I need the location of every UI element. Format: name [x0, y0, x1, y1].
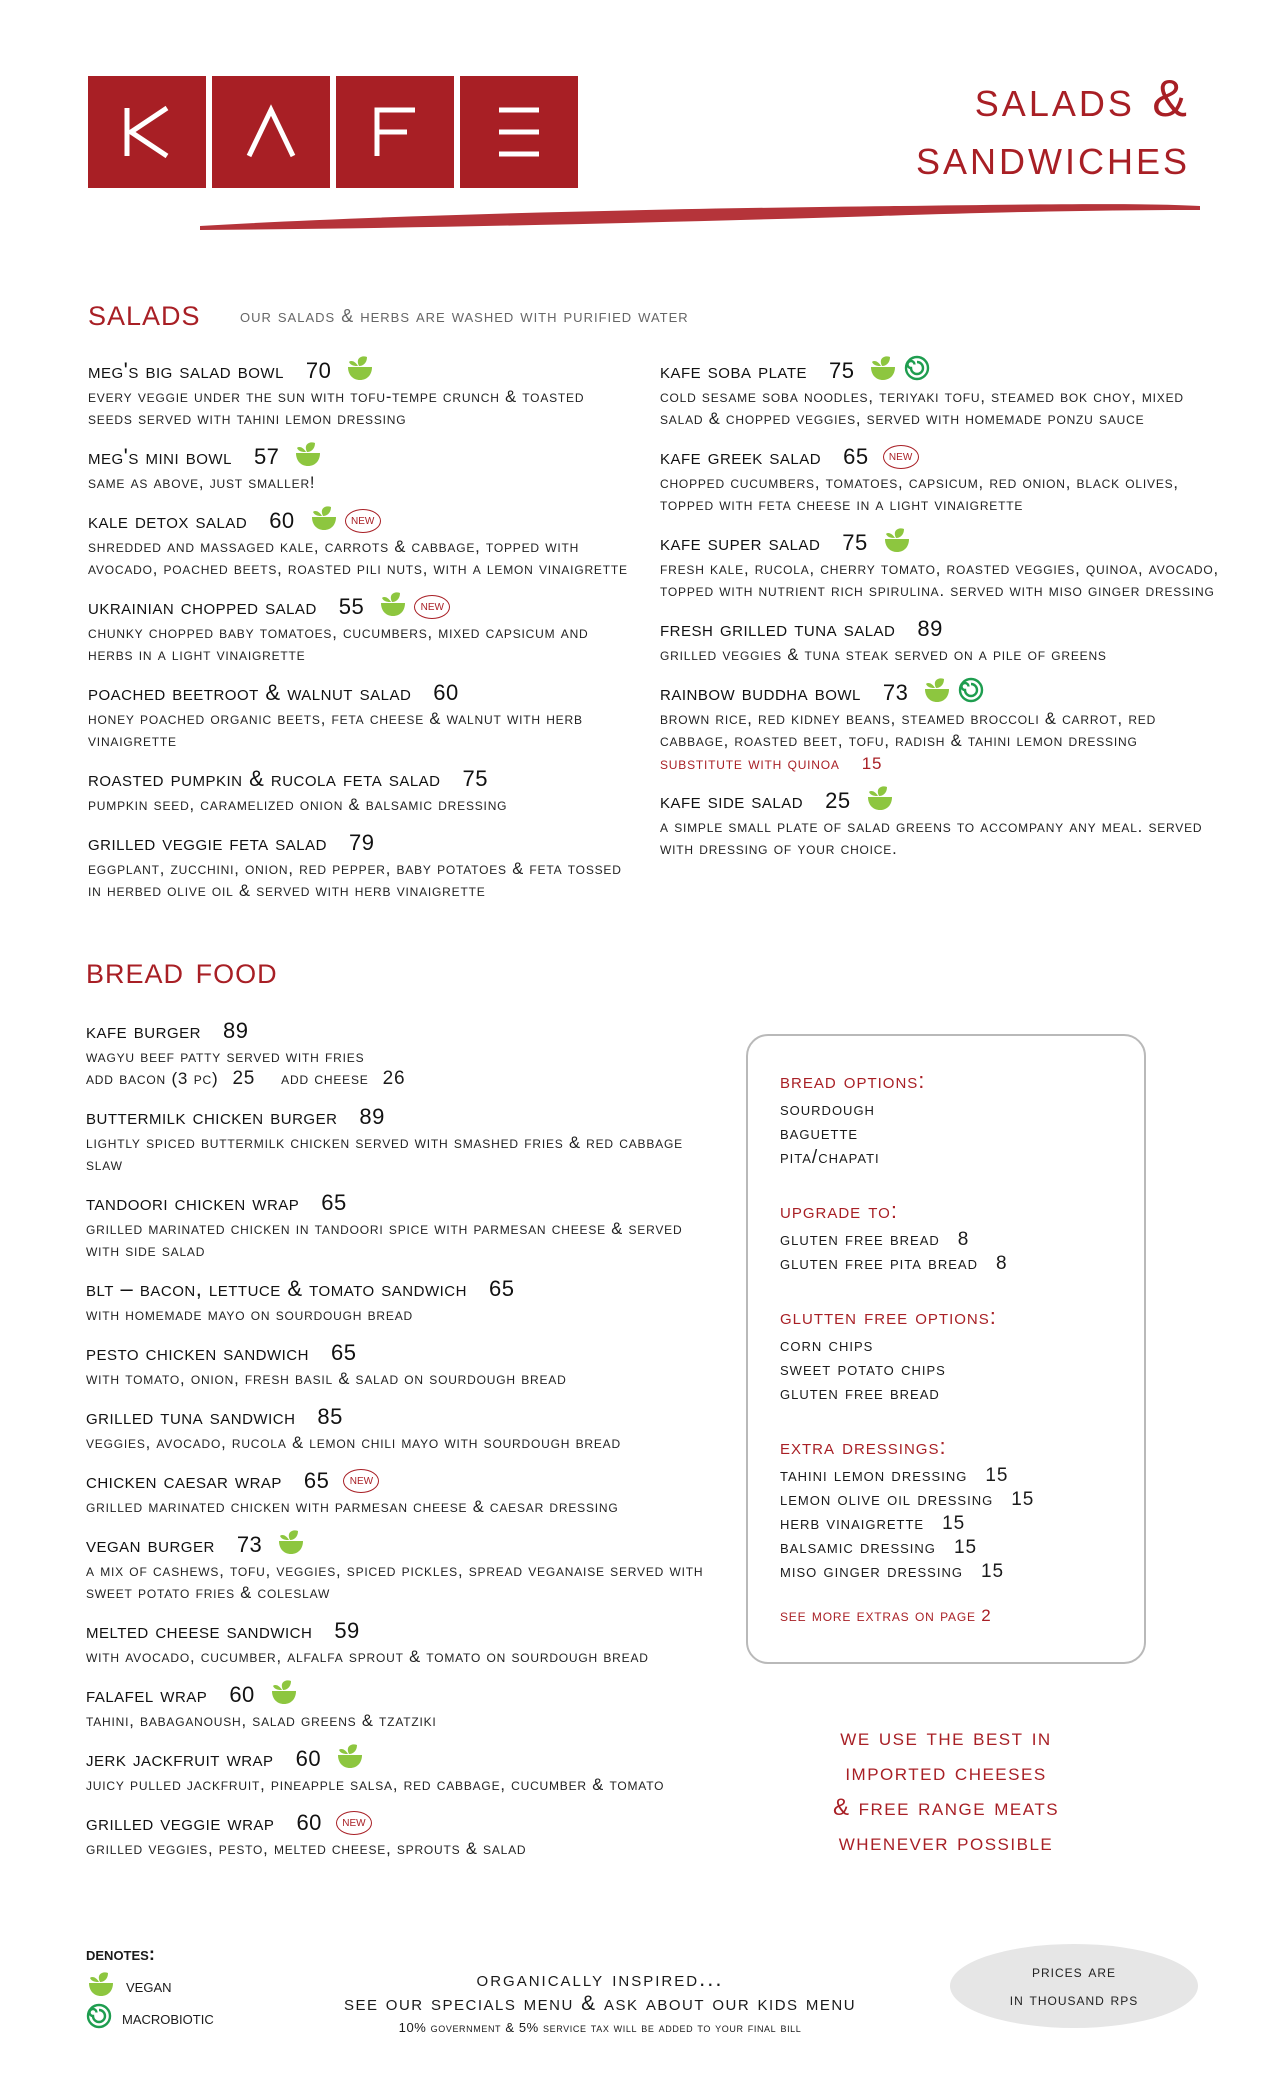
menu-item-header	[88, 828, 628, 858]
menu-item-price: 60	[296, 1810, 322, 1835]
menu-item-description: cold sesame soba noodles, teriyaki tofu, steamed bok choy, mixed salad & chopped veggies, served with homemade ponzu sauce	[660, 388, 1184, 428]
menu-item-description: lightly spiced buttermilk chicken served with smashed fries & red cabbage slaw	[86, 1134, 683, 1174]
upgrade-group	[780, 1198, 1112, 1276]
menu-item-price: 65	[303, 1468, 330, 1493]
menu-item-name: meg's mini bowl	[88, 444, 232, 469]
new-badge-icon: NEW	[414, 595, 450, 619]
menu-item-description: with avocado, cucumber, alfalfa sprout & tomato on sourdough bread	[86, 1648, 649, 1666]
menu-item-price: 60	[295, 1746, 322, 1771]
menu-item-badges	[378, 591, 450, 623]
see-more-extras-link[interactable]: see more extras on page 2	[780, 1606, 992, 1625]
brush-stroke-divider	[200, 198, 1200, 238]
menu-item	[86, 1680, 706, 1732]
menu-item-header	[88, 506, 628, 536]
specials-note: see our specials menu & ask about our kids menu	[343, 1992, 857, 2015]
menu-item-header	[660, 356, 1220, 386]
menu-item-description: same as above, just smaller!	[88, 474, 316, 492]
upgrade-option	[780, 1228, 1112, 1252]
menu-item-name: jerk jackfruit wrap	[86, 1746, 274, 1771]
kafe-logo	[88, 76, 578, 188]
menu-item-header	[88, 592, 628, 622]
extra-dressings-title: extra dressings:	[780, 1434, 947, 1459]
upgrade-price: 8	[995, 1253, 1008, 1274]
menu-item-badges	[345, 355, 375, 387]
menu-item-price: 65	[843, 444, 869, 469]
menu-item-badges	[276, 1529, 306, 1561]
menu-item-badges	[865, 785, 895, 817]
menu-item-price: 70	[305, 358, 332, 383]
menu-item-name: blt – bacon, lettuce & tomato sandwich	[86, 1276, 467, 1301]
menu-item-description: grilled veggies & tuna steak served on a pile of greens	[660, 646, 1107, 664]
promo-line: we use the best in	[840, 1724, 1052, 1751]
addon-price: 26	[382, 1068, 406, 1089]
menu-item-description: chopped cucumbers, tomatoes, capsicum, red onion, black olives, topped with feta cheese in a light vinaigrette	[660, 474, 1179, 514]
menu-item-description: grilled marinated chicken in tandoori spice with parmesan cheese & served with side salad	[86, 1220, 683, 1260]
menu-item-description: a simple small plate of salad greens to accompany any meal. served with dressing of your choice.	[660, 818, 1203, 858]
macrobiotic-icon	[958, 677, 984, 709]
bread-options-box	[746, 1034, 1146, 1664]
menu-item-price: 57	[253, 444, 280, 469]
vegan-icon	[865, 785, 895, 817]
menu-item-header	[86, 1016, 706, 1046]
menu-item-name: tandoori chicken wrap	[86, 1190, 300, 1215]
menu-item	[86, 1808, 706, 1860]
menu-item-name: grilled veggie wrap	[86, 1810, 275, 1835]
promo-line: & free range meats	[832, 1794, 1060, 1821]
menu-item	[86, 1466, 706, 1518]
price-unit-note	[950, 1944, 1198, 2028]
menu-item-header	[88, 678, 628, 708]
dressing-price: 15	[985, 1465, 1009, 1486]
salads-left-column	[88, 356, 628, 914]
menu-item	[88, 828, 628, 902]
menu-item-price: 73	[236, 1532, 263, 1557]
menu-item-name: ukrainian chopped salad	[88, 594, 317, 619]
menu-item-badges	[293, 441, 323, 473]
menu-item	[86, 1616, 706, 1668]
menu-item-name: buttermilk chicken burger	[86, 1104, 338, 1129]
menu-item	[660, 528, 1220, 602]
menu-item-name: rainbow buddha bowl	[660, 680, 861, 705]
tax-note: 10% government & 5% service tax will be added to your final bill	[398, 2020, 802, 2035]
upgrade-label: gluten free pita bread	[780, 1253, 978, 1274]
menu-item	[660, 442, 1220, 516]
menu-item-name: chicken caesar wrap	[86, 1468, 282, 1493]
menu-item-header	[86, 1402, 706, 1432]
menu-item-name: kafe burger	[86, 1018, 201, 1043]
menu-item-header	[86, 1680, 706, 1710]
menu-item-description: eggplant, zucchini, onion, red pepper, baby potatoes & feta tossed in herbed olive oil & served with herb vinaigrette	[88, 860, 622, 900]
upgrade-price: 8	[957, 1229, 970, 1250]
menu-item-header	[660, 528, 1220, 558]
menu-item-price: 65	[488, 1276, 515, 1301]
menu-item-header	[86, 1808, 706, 1838]
menu-item-price: 60	[229, 1682, 255, 1707]
menu-item-badges	[868, 355, 930, 387]
upgrade-label: gluten free bread	[780, 1229, 940, 1250]
menu-item	[88, 506, 628, 580]
gluten-free-option: gluten free bread	[780, 1383, 940, 1404]
new-badge-icon: NEW	[343, 1469, 379, 1493]
menu-item-price: 89	[917, 616, 943, 641]
menu-item	[86, 1402, 706, 1454]
menu-item	[86, 1016, 706, 1090]
gluten-free-option: corn chips	[780, 1335, 874, 1356]
vegan-icon	[335, 1743, 365, 1775]
legend-title: denotes:	[86, 1944, 155, 1964]
menu-item	[88, 678, 628, 752]
menu-item-price: 85	[317, 1404, 343, 1429]
menu-item-header	[660, 678, 1220, 708]
menu-item-name: fresh grilled tuna salad	[660, 616, 896, 641]
upgrade-option	[780, 1252, 1112, 1276]
logo-tile-a	[212, 76, 330, 188]
dressing-price: 15	[953, 1537, 978, 1558]
menu-item-header	[86, 1102, 706, 1132]
addon-label: add bacon (3 pc)	[86, 1069, 219, 1088]
menu-item-price: 89	[359, 1104, 385, 1129]
menu-item	[86, 1102, 706, 1176]
menu-item	[86, 1188, 706, 1262]
menu-item-description: shredded and massaged kale, carrots & cabbage, topped with avocado, poached beets, roasted pili nuts, with a lemon vinaigrette	[88, 538, 628, 578]
bread-food-column	[86, 1016, 706, 1872]
menu-item	[86, 1274, 706, 1326]
menu-item-description: pumpkin seed, caramelized onion & balsamic dressing	[88, 796, 508, 814]
menu-item-header	[86, 1466, 706, 1496]
vegan-icon	[86, 1971, 116, 2003]
new-badge-icon: NEW	[336, 1811, 372, 1835]
vegan-icon	[378, 591, 408, 623]
gluten-free-title: glutten free options:	[780, 1304, 997, 1329]
menu-item-price: 25	[825, 788, 851, 813]
menu-item-badges	[882, 527, 912, 559]
menu-item-header	[86, 1744, 706, 1774]
bread-section-title: bread food	[86, 950, 278, 992]
menu-item-description: a mix of cashews, tofu, veggies, spiced pickles, spread veganaise served with sweet potato fries & coleslaw	[86, 1562, 704, 1602]
menu-item	[660, 678, 1220, 774]
menu-item-name: grilled veggie feta salad	[88, 830, 327, 855]
menu-item-name: kafe super salad	[660, 530, 821, 555]
legend-macrobiotic-label: macrobiotic	[122, 2008, 214, 2029]
legend	[86, 1944, 214, 2035]
menu-item-badges	[343, 1469, 379, 1493]
promo-line: imported cheeses	[845, 1759, 1047, 1786]
menu-item-header	[86, 1530, 706, 1560]
price-note-line: prices are	[1031, 1962, 1117, 1981]
menu-item-name: roasted pumpkin & rucola feta salad	[88, 766, 441, 791]
footer-info	[300, 1966, 900, 2035]
gluten-free-option: sweet potato chips	[780, 1359, 946, 1380]
vegan-icon	[345, 355, 375, 387]
title-line-1: salads &	[974, 70, 1190, 128]
new-badge-icon: NEW	[883, 445, 919, 469]
menu-item-description: tahini, babaganoush, salad greens & tzatziki	[86, 1712, 437, 1730]
menu-item-price: 89	[222, 1018, 249, 1043]
menu-item	[86, 1530, 706, 1604]
menu-item-description: with homemade mayo on sourdough bread	[86, 1306, 413, 1324]
menu-item-description: wagyu beef patty served with fries	[86, 1048, 365, 1066]
menu-item-name: grilled tuna sandwich	[86, 1404, 296, 1429]
menu-item-price: 59	[334, 1618, 360, 1643]
menu-item-description: with tomato, onion, fresh basil & salad on sourdough bread	[86, 1370, 567, 1388]
menu-item-description: grilled marinated chicken with parmesan cheese & caesar dressing	[86, 1498, 619, 1516]
menu-item-description: juicy pulled jackfruit, pineapple salsa, red cabbage, cucumber & tomato	[86, 1776, 665, 1794]
menu-item-description: veggies, avocado, rucola & lemon chili mayo with sourdough bread	[86, 1434, 621, 1452]
upgrade-title: upgrade to:	[780, 1198, 898, 1223]
logo-tile-e	[460, 76, 578, 188]
menu-item-header	[88, 764, 628, 794]
extra-dressings-group	[780, 1434, 1112, 1584]
substitute-price: 15	[861, 754, 883, 773]
bread-options-title: bread options:	[780, 1068, 926, 1093]
menu-item-header	[86, 1338, 706, 1368]
vegan-icon	[882, 527, 912, 559]
promo-line: whenever possible	[838, 1829, 1054, 1856]
menu-item	[660, 786, 1220, 860]
new-badge-icon: NEW	[345, 509, 381, 533]
menu-item	[660, 614, 1220, 666]
page-title	[916, 70, 1190, 186]
menu-item-price: 55	[338, 594, 365, 619]
dressing-option	[780, 1512, 1112, 1536]
menu-item-description: fresh kale, rucola, cherry tomato, roasted veggies, quinoa, avocado, topped with nutrient rich spirulina. served with miso ginger dressing	[660, 560, 1219, 600]
menu-item-name: falafel wrap	[86, 1682, 208, 1707]
menu-item	[88, 356, 628, 430]
salads-washed-note: our salads & herbs are washed with purified water	[240, 306, 689, 326]
dressing-label: miso ginger dressing	[780, 1561, 963, 1582]
menu-item-header	[660, 442, 1220, 472]
menu-item-price: 75	[829, 358, 855, 383]
menu-item-price: 60	[269, 508, 295, 533]
menu-item	[88, 764, 628, 816]
dressing-option	[780, 1488, 1112, 1512]
menu-item-header	[660, 786, 1220, 816]
menu-item-badges	[922, 677, 984, 709]
menu-item-price: 75	[462, 766, 488, 791]
quality-promo	[746, 1720, 1146, 1860]
menu-item-name: meg's big salad bowl	[88, 358, 284, 383]
dressing-option	[780, 1536, 1112, 1560]
menu-item-price: 75	[842, 530, 868, 555]
dressing-option	[780, 1464, 1112, 1488]
dressing-label: tahini lemon dressing	[780, 1465, 968, 1486]
dressing-option	[780, 1560, 1112, 1584]
menu-item-description: chunky chopped baby tomatoes, cucumbers, mixed capsicum and herbs in a light vinaigrette	[88, 624, 589, 664]
salads-section-title: salads	[88, 292, 201, 334]
menu-item-badges	[336, 1811, 372, 1835]
bread-option: sourdough	[780, 1099, 875, 1120]
substitute-label: substitute with quinoa	[660, 754, 840, 773]
menu-item-badges	[883, 445, 919, 469]
menu-item-header	[88, 442, 628, 472]
vegan-icon	[922, 677, 952, 709]
menu-item-name: kafe greek salad	[660, 444, 822, 469]
vegan-icon	[269, 1679, 299, 1711]
addon-price: 25	[232, 1068, 256, 1089]
price-note-line: in thousand rps	[1009, 1990, 1139, 2009]
menu-item-name: kafe side salad	[660, 788, 804, 813]
menu-item-name: poached beetroot & walnut salad	[88, 680, 412, 705]
bread-option: baguette	[780, 1123, 859, 1144]
vegan-icon	[276, 1529, 306, 1561]
dressing-label: herb vinaigrette	[780, 1513, 925, 1534]
menu-item-name: vegan burger	[86, 1532, 215, 1557]
menu-item	[88, 442, 628, 494]
menu-item-description: grilled veggies, pesto, melted cheese, sprouts & salad	[86, 1840, 527, 1858]
menu-item	[88, 592, 628, 666]
dressing-price: 15	[942, 1513, 966, 1534]
menu-item-price: 65	[330, 1340, 357, 1365]
bread-option: pita/chapati	[780, 1147, 880, 1168]
legend-macrobiotic	[86, 2003, 214, 2035]
menu-item-badges	[309, 505, 381, 537]
menu-item-header	[88, 356, 628, 386]
dressing-price: 15	[1011, 1489, 1035, 1510]
logo-tile-f	[336, 76, 454, 188]
menu-item-price: 60	[433, 680, 459, 705]
menu-item	[86, 1338, 706, 1390]
substitute-option	[660, 754, 1220, 774]
menu-item-description: honey poached organic beets, feta cheese & walnut with herb vinaigrette	[88, 710, 583, 750]
macrobiotic-icon	[86, 2003, 112, 2035]
addon-label: add cheese	[281, 1069, 369, 1088]
logo-tile-k	[88, 76, 206, 188]
menu-item-name: kale detox salad	[88, 508, 248, 533]
menu-item-badges	[269, 1679, 299, 1711]
bread-options-group	[780, 1068, 1112, 1170]
menu-item-badges	[335, 1743, 365, 1775]
menu-item-description: brown rice, red kidney beans, steamed broccoli & carrot, red cabbage, roasted beet, tofu, radish & tahini lemon dressing	[660, 710, 1157, 750]
menu-item-header	[86, 1616, 706, 1646]
dressing-label: lemon olive oil dressing	[780, 1489, 994, 1510]
vegan-icon	[868, 355, 898, 387]
menu-item-price: 65	[321, 1190, 347, 1215]
menu-item-header	[86, 1274, 706, 1304]
menu-item	[660, 356, 1220, 430]
dressing-label: balsamic dressing	[780, 1537, 936, 1558]
menu-item-addons	[86, 1068, 706, 1090]
vegan-icon	[309, 505, 339, 537]
gluten-free-group	[780, 1304, 1112, 1406]
menu-item	[86, 1744, 706, 1796]
menu-item-name: melted cheese sandwich	[86, 1618, 313, 1643]
menu-item-header	[660, 614, 1220, 644]
menu-item-description: every veggie under the sun with tofu-tempe crunch & toasted seeds served with tahini lemon dressing	[88, 388, 585, 428]
title-line-2: sandwiches	[915, 128, 1190, 186]
dressing-price: 15	[980, 1561, 1005, 1582]
legend-vegan-label: vegan	[126, 1976, 172, 1997]
menu-item-price: 73	[882, 680, 909, 705]
legend-vegan	[86, 1971, 214, 2003]
menu-item-name: pesto chicken sandwich	[86, 1340, 309, 1365]
menu-item-name: kafe soba plate	[660, 358, 807, 383]
menu-item-price: 79	[348, 830, 375, 855]
organically-inspired-tagline: organically inspired...	[476, 1966, 724, 1991]
salads-right-column	[660, 356, 1220, 872]
macrobiotic-icon	[904, 355, 930, 387]
vegan-icon	[293, 441, 323, 473]
menu-item-header	[86, 1188, 706, 1218]
